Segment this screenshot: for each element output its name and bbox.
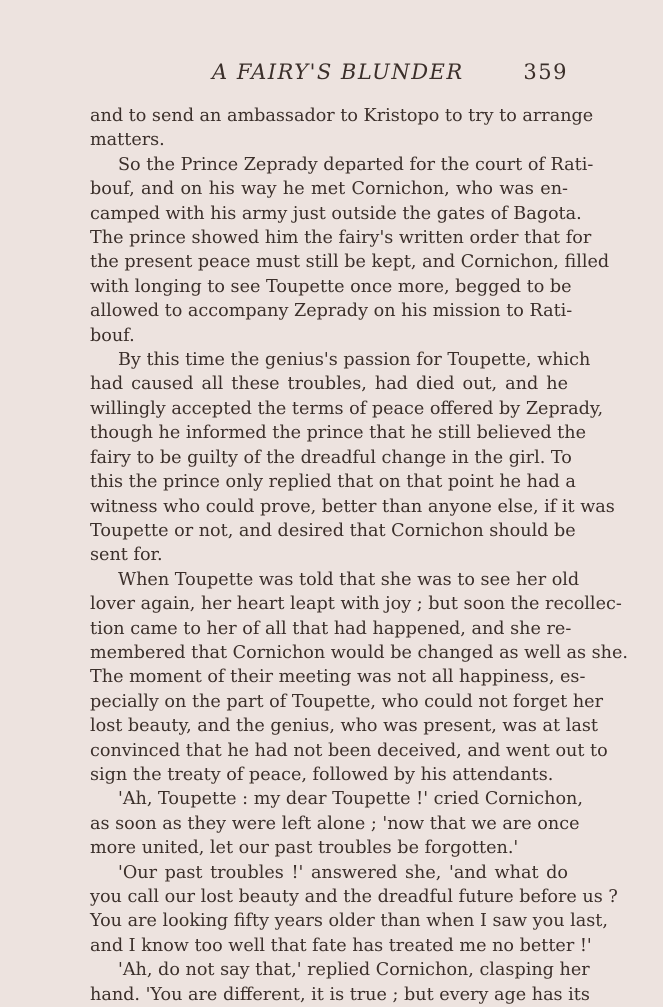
text-line: 'Our past troubles !' answered she, 'and what do — [118, 862, 568, 883]
text-line: hand. 'You are different, it is true ; but every age has its — [90, 984, 590, 1005]
page-number: 359 — [523, 60, 568, 84]
text-line: Toupette or not, and desired that Cornichon should be — [90, 520, 576, 541]
text-line: you call our lost beauty and the dreadful future before us ? — [90, 887, 618, 907]
text-line: sent for. — [90, 545, 163, 566]
text-line: camped with his army just outside the gates of Bagota. — [90, 203, 582, 224]
text-line: The prince showed him the fairy's written order that for — [90, 228, 592, 249]
text-line: matters. — [90, 130, 165, 151]
text-line: convinced that he had not been deceived, and went out to — [90, 740, 608, 761]
text-line: membered that Cornichon would be changed as well as she. — [90, 642, 628, 663]
text-line: with longing to see Toupette once more, begged to be — [90, 276, 572, 297]
text-line: sign the treaty of peace, followed by his attendants. — [90, 764, 554, 785]
text-line: tion came to her of all that had happened, and she re- — [90, 618, 572, 639]
text-line: pecially on the part of Toupette, who could not forget her — [90, 691, 604, 712]
text-line: bouf, and on his way he met Cornichon, who was en- — [90, 179, 568, 200]
text-line: willingly accepted the terms of peace offered by Zeprady, — [90, 398, 604, 419]
text-line: You are looking fifty years older than when I saw you last, — [90, 911, 608, 932]
text-line: this the prince only replied that on that point he had a — [90, 472, 576, 493]
text-line: lover again, her heart leapt with joy ; but soon the recollec- — [90, 594, 622, 615]
text-line: bouf. — [90, 325, 135, 346]
text-line: When Toupette was told that she was to see her old — [118, 569, 580, 590]
text-line: the present peace must still be kept, and Cornichon, filled — [90, 252, 610, 273]
running-title: A FAIRY'S BLUNDER — [212, 60, 464, 84]
page-header — [90, 60, 568, 90]
text-line: and I know too well that fate has treated me no better !' — [90, 935, 592, 956]
text-line: So the Prince Zeprady departed for the court of Rati- — [118, 154, 594, 175]
text-line: 'Ah, do not say that,' replied Cornichon, clasping her — [118, 960, 590, 981]
text-line: though he informed the prince that he still believed the — [90, 423, 586, 444]
text-line: fairy to be guilty of the dreadful change in the girl. To — [90, 447, 572, 468]
body-text — [90, 104, 628, 1007]
text-line: lost beauty, and the genius, who was present, was at last — [90, 716, 598, 737]
text-line: and to send an ambassador to Kristopo to try to arrange — [90, 106, 594, 126]
text-line: allowed to accompany Zeprady on his mission to Rati- — [90, 301, 573, 322]
text-line: 'Ah, Toupette : my dear Toupette !' cried Cornichon, — [118, 789, 583, 810]
text-line: had caused all these troubles, had died out, and he — [90, 374, 568, 395]
text-line: witness who could prove, better than anyone else, if it was — [90, 496, 615, 517]
text-line: The moment of their meeting was not all happiness, es- — [90, 667, 586, 688]
text-line: By this time the genius's passion for Toupette, which — [118, 350, 591, 371]
text-line: as soon as they were left alone ; 'now that we are once — [90, 813, 580, 834]
text-line: more united, let our past troubles be forgotten.' — [90, 838, 519, 859]
